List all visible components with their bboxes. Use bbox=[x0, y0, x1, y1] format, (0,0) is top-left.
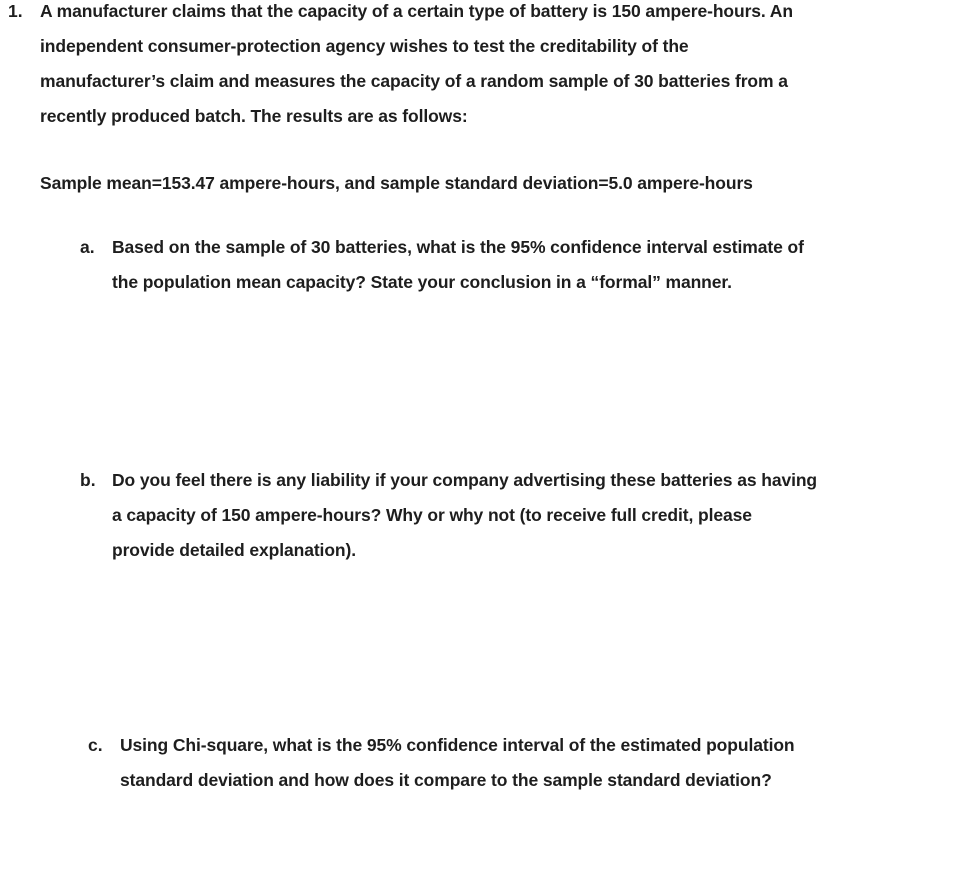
part-label: a. bbox=[80, 237, 95, 257]
sample-statistics: Sample mean=153.47 ampere-hours, and sample standard deviation=5.0 ampere-hours bbox=[40, 173, 753, 193]
part-line: provide detailed explanation). bbox=[112, 540, 356, 560]
part-label: b. bbox=[80, 470, 96, 490]
intro-line: recently produced batch. The results are as follows: bbox=[40, 106, 468, 126]
intro-line: A manufacturer claims that the capacity of a certain type of battery is 150 ampere-hours. An bbox=[40, 1, 793, 21]
intro-line: independent consumer-protection agency wishes to test the creditability of the bbox=[40, 36, 689, 56]
part-line: Do you feel there is any liability if your company advertising these batteries as having bbox=[112, 470, 818, 490]
part-label: c. bbox=[88, 735, 103, 755]
part-line: standard deviation and how does it compare to the sample standard deviation? bbox=[120, 770, 772, 790]
part-line: a capacity of 150 ampere-hours? Why or why not (to receive full credit, please bbox=[112, 505, 752, 525]
part-line: Based on the sample of 30 batteries, what is the 95% confidence interval estimate of bbox=[112, 237, 804, 257]
part-line: the population mean capacity? State your conclusion in a “formal” manner. bbox=[112, 272, 732, 292]
question-number: 1. bbox=[8, 1, 23, 21]
part-line: Using Chi-square, what is the 95% confidence interval of the estimated population bbox=[120, 735, 795, 755]
intro-line: manufacturer’s claim and measures the capacity of a random sample of 30 batteries from a bbox=[40, 71, 788, 91]
